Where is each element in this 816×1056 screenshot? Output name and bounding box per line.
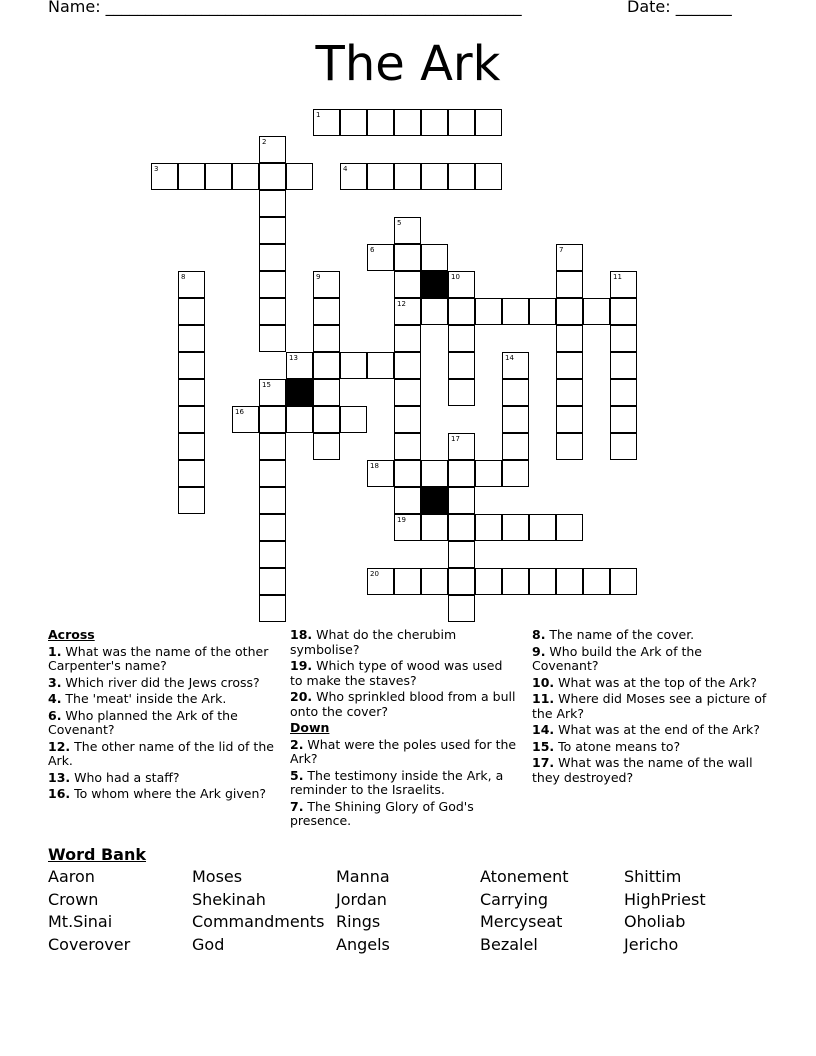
grid-cell[interactable] [448,325,475,352]
grid-cell[interactable] [502,379,529,406]
clue-text: What do the cherubim symbolise? [290,627,457,657]
clue [48,645,280,674]
clue [48,709,280,738]
grid-cell[interactable] [394,217,421,244]
grid-cell[interactable] [313,325,340,352]
clue-text: To atone means to? [554,738,681,754]
grid-cell[interactable] [394,352,421,379]
grid-cell[interactable] [340,109,367,136]
clue-number: 19 [397,516,406,524]
word-bank-word: Moses [192,867,243,886]
word-bank-word: Jordan [336,889,387,909]
grid-cell[interactable] [178,298,205,325]
word-bank-word: Mercyseat [480,912,563,931]
clue [290,769,518,798]
word-bank-word: Angels [336,934,390,954]
grid-cell[interactable] [556,406,583,433]
word-bank-word: Rings [336,912,381,931]
clue [290,690,518,719]
grid-cell[interactable] [448,163,475,190]
grid-cell[interactable] [475,109,502,136]
clue-number: 9. [532,643,546,659]
grid-cell[interactable] [259,190,286,217]
grid-cell[interactable] [178,433,205,460]
grid-cell[interactable] [394,163,421,190]
grid-cell[interactable] [394,298,421,325]
grid-cell[interactable] [529,568,556,595]
clue-number: 10. [532,674,555,690]
clue-text: Who sprinkled blood from a bull onto the cover? [290,689,516,719]
grid-cell[interactable] [394,460,421,487]
grid-cell[interactable] [178,487,205,514]
grid-cell[interactable] [448,460,475,487]
grid-cell[interactable] [583,568,610,595]
grid-cell[interactable] [610,271,637,298]
clues-column-2 [290,628,518,831]
grid-cell[interactable] [556,433,583,460]
clue-number: 11. [532,691,555,706]
grid-cell[interactable] [610,352,637,379]
grid-cell[interactable] [259,433,286,460]
grid-cell[interactable] [394,487,421,514]
grid-cell[interactable] [502,460,529,487]
grid-cell[interactable] [259,514,286,541]
clue-number: 4 [343,165,348,173]
grid-cell[interactable] [178,163,205,190]
grid-cell[interactable] [421,163,448,190]
grid-cell[interactable] [367,460,394,487]
grid-cell[interactable] [286,352,313,379]
clue-number: 7. [290,798,304,814]
grid-cell[interactable] [259,217,286,244]
clue-text: The 'meat' inside the Ark. [61,691,227,706]
grid-cell[interactable] [367,244,394,271]
clue-number: 10 [451,273,460,281]
clue [532,628,768,643]
grid-cell[interactable] [313,379,340,406]
clue-number: 2. [290,736,304,752]
grid-cell[interactable] [178,460,205,487]
grid-cell[interactable] [448,541,475,568]
clue-number: 3. [48,674,62,690]
clue [532,723,768,738]
grid-cell[interactable] [313,352,340,379]
clue-number: 5 [397,219,402,227]
grid-cell[interactable] [178,406,205,433]
grid-cell[interactable] [421,568,448,595]
clue-text: The other name of the lid of the Ark. [48,738,274,768]
grid-cell[interactable] [448,379,475,406]
word-bank-word: Commandments [192,912,325,931]
clue [48,787,280,802]
word-bank-word: Aaron [48,867,95,886]
grid-block [286,379,313,406]
grid-cell[interactable] [529,298,556,325]
clue [290,659,518,688]
down-heading: Down [290,720,330,735]
name-field-label: Name: ____________________________________________________ [48,0,522,16]
clue-number: 9 [316,273,321,281]
grid-cell[interactable] [286,406,313,433]
clue-text: What was the name of the other Carpenter's name? [48,643,269,673]
grid-cell[interactable] [448,568,475,595]
clue-number: 3 [154,165,159,173]
clue-number: 15. [532,738,555,754]
clue-text: The name of the cover. [545,627,695,642]
grid-cell[interactable] [259,325,286,352]
grid-cell[interactable] [286,163,313,190]
grid-cell[interactable] [448,514,475,541]
grid-cell[interactable] [502,406,529,433]
grid-cell[interactable] [151,163,178,190]
clue-number: 7 [559,246,564,254]
clue-number: 19. [290,658,313,673]
word-bank-word: Mt.Sinai [48,912,113,931]
clue [48,676,280,691]
grid-cell[interactable] [475,163,502,190]
word-bank-word: Bezalel [480,934,538,954]
clue-number: 8 [181,273,186,281]
clue-number: 1 [316,111,321,119]
grid-cell[interactable] [259,595,286,622]
grid-cell[interactable] [610,433,637,460]
grid-cell[interactable] [394,325,421,352]
grid-cell[interactable] [259,406,286,433]
clue-number: 17 [451,435,460,443]
clues-column-1 [48,628,280,804]
clue [532,645,768,674]
clue [532,756,768,785]
clue [48,740,280,769]
clue-number: 6. [48,707,62,723]
grid-cell[interactable] [313,433,340,460]
clue-text: Who planned the Ark of the Covenant? [48,707,238,737]
word-bank-title: Word Bank [48,845,147,864]
grid-cell[interactable] [610,406,637,433]
clue-number: 13. [48,769,71,785]
grid-cell[interactable] [556,352,583,379]
grid-cell[interactable] [556,568,583,595]
word-bank-word: HighPriest [624,889,706,909]
clue-text: What was at the end of the Ark? [554,722,760,737]
grid-cell[interactable] [502,298,529,325]
clue-number: 20 [370,570,379,578]
grid-cell[interactable] [178,352,205,379]
clue-text: What were the poles used for the Ark? [290,736,517,766]
grid-block [421,271,448,298]
clue-text: Who had a staff? [70,769,180,785]
clue-number: 16 [235,408,244,416]
clue-number: 18 [370,462,379,470]
grid-cell[interactable] [421,244,448,271]
grid-cell[interactable] [556,298,583,325]
word-bank-word: Crown [48,889,99,909]
clue-number: 13 [289,354,298,362]
clue-number: 6 [370,246,375,254]
grid-cell[interactable] [448,271,475,298]
grid-cell[interactable] [421,460,448,487]
clue-number: 1. [48,643,62,659]
grid-cell[interactable] [367,352,394,379]
grid-cell[interactable] [610,379,637,406]
clue-text: What was the name of the wall they destroyed? [532,755,753,785]
word-bank-word: Coverover [48,934,131,954]
clue-number: 12. [48,738,71,754]
grid-cell[interactable] [610,298,637,325]
grid-cell[interactable] [394,379,421,406]
grid-cell[interactable] [367,109,394,136]
grid-cell[interactable] [232,163,259,190]
grid-cell[interactable] [367,568,394,595]
clue [290,628,518,657]
grid-cell[interactable] [421,109,448,136]
clue-number: 14 [505,354,514,362]
grid-cell[interactable] [394,514,421,541]
grid-cell[interactable] [448,352,475,379]
grid-cell[interactable] [394,109,421,136]
grid-cell[interactable] [340,352,367,379]
grid-cell[interactable] [178,379,205,406]
grid-cell[interactable] [502,568,529,595]
clue-text: The testimony inside the Ark, a reminder to the Israelits. [290,767,504,797]
clue-number: 4. [48,691,62,706]
across-heading: Across [48,627,95,642]
date-field-label: Date: _______ [627,0,732,16]
grid-cell[interactable] [313,298,340,325]
grid-cell[interactable] [475,460,502,487]
grid-cell[interactable] [259,487,286,514]
word-bank-word: Carrying [480,889,549,909]
grid-cell[interactable] [340,406,367,433]
grid-cell[interactable] [259,136,286,163]
grid-cell[interactable] [475,568,502,595]
clue-number: 17. [532,755,555,770]
grid-cell[interactable] [448,433,475,460]
word-bank-word: Manna [336,867,390,886]
clue [290,738,518,767]
clue [532,692,768,721]
grid-cell[interactable] [259,379,286,406]
grid-cell[interactable] [475,298,502,325]
grid-cell[interactable] [583,298,610,325]
clue-text: The Shining Glory of God's presence. [290,798,474,828]
grid-cell[interactable] [556,271,583,298]
clue-text: What was at the top of the Ark? [554,674,757,690]
grid-cell[interactable] [259,568,286,595]
grid-cell[interactable] [502,352,529,379]
grid-cell[interactable] [394,271,421,298]
word-bank-word: Atonement [480,867,569,886]
grid-cell[interactable] [610,325,637,352]
grid-cell[interactable] [313,109,340,136]
puzzle-title: The Ark [315,36,501,92]
grid-cell[interactable] [448,109,475,136]
clue-text: Which type of wood was used to make the staves? [290,658,503,688]
grid-cell[interactable] [448,298,475,325]
clue-number: 2 [262,138,267,146]
clue-number: 5. [290,767,304,783]
grid-cell[interactable] [259,244,286,271]
word-bank-word: Oholiab [624,912,686,931]
clue-text: To whom where the Ark given? [70,786,267,801]
grid-block [421,487,448,514]
grid-cell[interactable] [259,163,286,190]
grid-cell[interactable] [394,433,421,460]
word-bank-word: Shekinah [192,889,266,909]
clue-number: 8. [532,627,546,642]
grid-cell[interactable] [556,514,583,541]
clue [290,800,518,829]
grid-cell[interactable] [556,325,583,352]
clue [532,740,768,755]
grid-cell[interactable] [259,271,286,298]
grid-cell[interactable] [259,541,286,568]
clue-number: 11 [613,273,622,281]
word-bank-word: Shittim [624,867,682,886]
grid-cell[interactable] [421,298,448,325]
grid-cell[interactable] [205,163,232,190]
grid-cell[interactable] [502,514,529,541]
clue-text: Where did Moses see a picture of the Ark? [532,691,767,721]
grid-cell[interactable] [178,271,205,298]
grid-cell[interactable] [502,433,529,460]
clue-number: 20. [290,689,313,704]
grid-cell[interactable] [529,514,556,541]
grid-cell[interactable] [556,379,583,406]
grid-cell[interactable] [556,244,583,271]
clue [48,692,280,707]
clue-number: 16. [48,786,71,801]
grid-cell[interactable] [394,568,421,595]
clues-column-3 [532,628,768,787]
grid-cell[interactable] [394,406,421,433]
grid-cell[interactable] [259,298,286,325]
grid-cell[interactable] [421,514,448,541]
grid-cell[interactable] [232,406,259,433]
clue-number: 12 [397,300,406,308]
grid-cell[interactable] [610,568,637,595]
grid-cell[interactable] [259,460,286,487]
grid-cell[interactable] [448,487,475,514]
clue [532,676,768,691]
clue-number: 15 [262,381,271,389]
clue-text: Who build the Ark of the Covenant? [532,643,702,673]
clue-number: 18. [290,627,313,642]
grid-cell[interactable] [448,595,475,622]
grid-cell[interactable] [313,271,340,298]
grid-cell[interactable] [313,406,340,433]
clue-number: 14. [532,722,555,737]
grid-cell[interactable] [178,325,205,352]
clue-text: Which river did the Jews cross? [61,674,260,690]
word-bank-word: God [192,934,225,954]
word-bank-word: Jericho [624,934,679,954]
grid-cell[interactable] [367,163,394,190]
grid-cell[interactable] [475,514,502,541]
grid-cell[interactable] [394,244,421,271]
grid-cell[interactable] [340,163,367,190]
clue [48,771,280,786]
